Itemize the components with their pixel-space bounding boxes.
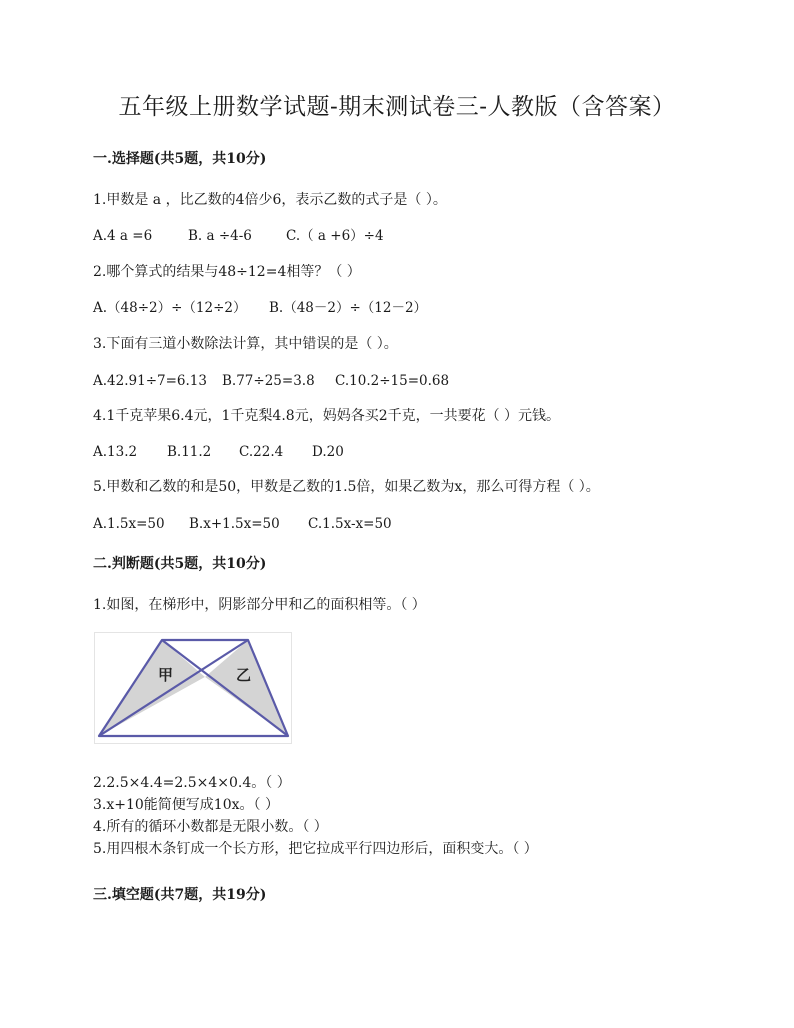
option-b: B.11.2 [167,444,212,460]
option-b: B. a ÷4-6 [188,228,252,244]
question-1-3: 3.下面有三道小数除法计算，其中错误的是（ ）。 [93,336,398,352]
question-1-5: 5.甲数和乙数的和是50，甲数是乙数的1.5倍，如果乙数为x，那么可得方程（ ）。 [93,479,600,495]
options-1-4 [93,442,344,462]
label-jia: 甲 [158,666,174,684]
question-1-2: 2.哪个算式的结果与48÷12=4相等？（ ） [93,264,361,280]
option-c: C.1.5x-x=50 [308,516,392,532]
label-yi: 乙 [236,666,252,684]
question-1-4: 4.1千克苹果6.4元，1千克梨4.8元，妈妈各买2千克，一共要花（ ）元钱。 [93,408,561,424]
section-heading-judgment: 二.判断题(共5题，共10分) [93,556,267,572]
section-heading-fill-blank: 三.填空题(共7题，共19分) [93,887,267,903]
option-b: B.77÷25=3.8 [222,373,315,389]
trapezoid-figure [94,632,292,744]
options-1-3 [93,371,449,391]
option-c: C.22.4 [239,444,284,460]
option-b: B.（48－2）÷（12－2） [269,300,428,316]
option-a: A.1.5x=50 [93,516,165,532]
options-1-5 [93,514,392,534]
question-2-3: 3.x+10能简便写成10x。（ ） [93,797,279,813]
options-1-1 [93,226,384,246]
option-c: C.10.2÷15=0.68 [335,373,450,389]
option-a: A.13.2 [93,444,138,460]
option-c: C.（ a +6）÷4 [286,228,384,244]
trapezoid-diagram [94,632,292,744]
option-d: D.20 [312,444,344,460]
question-2-5: 5.用四根木条钉成一个长方形，把它拉成平行四边形后，面积变大。（ ） [93,841,538,857]
option-b: B.x+1.5x=50 [189,516,280,532]
page-title: 五年级上册数学试题-期末测试卷三-人教版（含答案） [118,94,676,120]
question-1-1: 1.甲数是 a ，比乙数的4倍少6，表示乙数的式子是（ ）。 [93,192,447,208]
section-heading-choice: 一.选择题(共5题，共10分) [93,151,267,167]
option-a: A.42.91÷7=6.13 [93,373,207,389]
question-2-2: 2.2.5×4.4=2.5×4×0.4。（ ） [93,775,291,791]
option-a: A.4 a =6 [93,228,153,244]
options-1-2 [93,298,427,318]
question-2-4: 4.所有的循环小数都是无限小数。（ ） [93,819,328,835]
question-2-1: 1.如图，在梯形中，阴影部分甲和乙的面积相等。（ ） [93,597,426,613]
option-a: A.（48÷2）÷（12÷2） [93,300,247,316]
